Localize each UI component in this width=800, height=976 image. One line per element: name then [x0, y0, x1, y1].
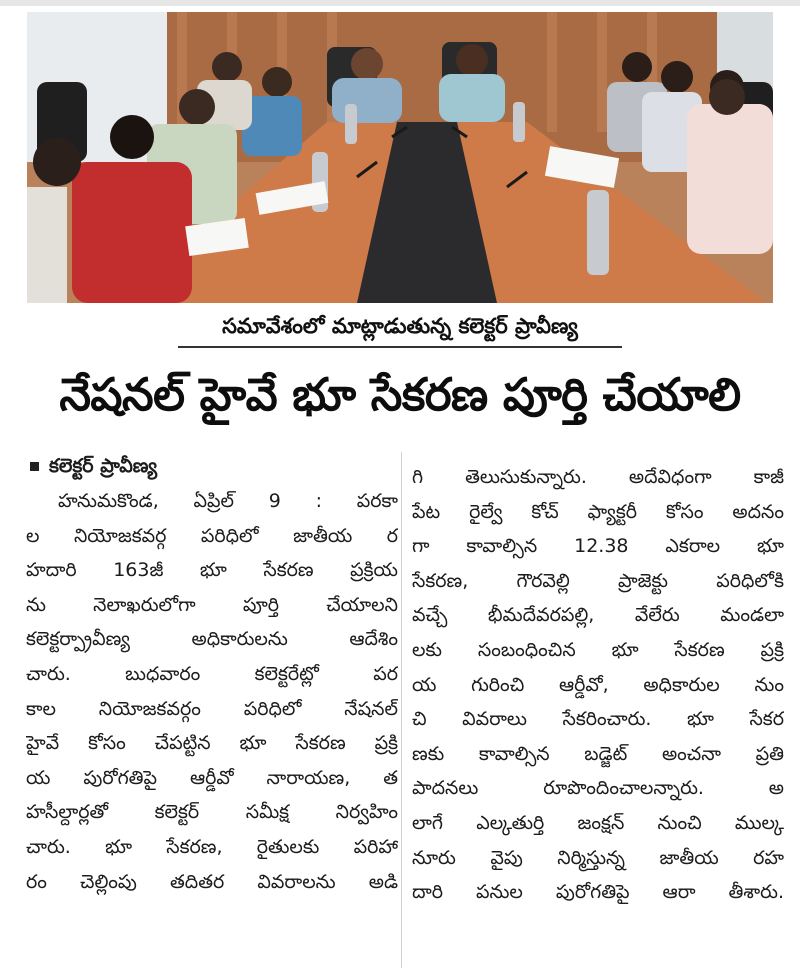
- right-line-7: య గురించి ఆర్డీవో, అధికారుల నుం: [412, 673, 784, 696]
- left-line-9: య పురోగతిపై ఆర్డీవో నారాయణ, త: [26, 766, 398, 789]
- column-divider: [401, 452, 402, 968]
- article-column-left: [26, 448, 398, 899]
- left-line-6: చారు. బుధవారం కలెక్టరేట్లో పర: [26, 662, 398, 685]
- right-line-10: పాదనలు రూపొందించాలన్నారు. అ: [412, 777, 784, 800]
- right-line-3: గా కావాల్సిన 12.38 ఎకరాల భూ: [412, 535, 784, 558]
- article-column-right: [412, 460, 784, 910]
- byline-text: కలెక్టర్ ప్రావీణ్య: [49, 454, 158, 477]
- right-line-9: ణకు కావాల్సిన బడ్జెట్ అంచనా ప్రతి: [412, 742, 784, 765]
- bullet-icon: [30, 462, 39, 471]
- left-line-10: హసీల్దార్లతో కలెక్టర్ సమీక్ష నిర్వహిం: [26, 801, 398, 824]
- right-line-1: గి తెలుసుకున్నారు. అదేవిధంగా కాజీ: [412, 466, 784, 488]
- right-line-13: దారి పనుల పురోగతిపై ఆరా తీశారు.: [412, 881, 784, 904]
- left-line-12: రం చెల్లింపు తదితర వివరాలను అడి: [26, 870, 398, 893]
- right-line-6: లకు సంబంధించిన భూ సేకరణ ప్రక్రి: [412, 638, 784, 661]
- left-line-3: హదారి 163జీ భూ సేకరణ ప్రక్రియ: [26, 559, 398, 582]
- meeting-photo-illustration: [27, 12, 773, 303]
- left-line-5: కలెక్టర్ప్రావీణ్య అధికారులను ఆదేశిం: [26, 628, 398, 651]
- left-line-1: హనుమకొండ, ఏప్రిల్ 9 : పరకా: [58, 490, 398, 512]
- left-line-11: చారు. భూ సేకరణ, రైతులకు పరిహా: [26, 835, 398, 858]
- right-line-2: పేట రైల్వే కోచ్ ఫ్యాక్టరీ కోసం అదనం: [412, 500, 784, 523]
- right-line-12: నూరు వైపు నిర్మిస్తున్న జాతీయ రహ: [412, 846, 784, 869]
- right-line-5: వచ్చే భీమదేవరపల్లి, వేలేరు మండలా: [412, 604, 784, 627]
- photo-caption: సమావేశంలో మాట్లాడుతున్న కలెక్టర్ ప్రావీణ్య: [222, 314, 578, 338]
- left-line-7: కాల నియోజకవర్గం పరిధిలో నేషనల్: [26, 697, 398, 720]
- left-line-4: ను నెలాఖరులోగా పూర్తి చేయాలని: [26, 593, 398, 616]
- byline: [26, 448, 398, 484]
- right-line-4: సేకరణ, గౌరవెల్లి ప్రాజెక్టు పరిధిలోకి: [412, 569, 784, 592]
- caption-underline: [178, 346, 622, 348]
- right-line-8: చి వివరాలు సేకరించారు. భూ సేకర: [412, 708, 784, 731]
- right-line-11: లాగే ఎల్కతుర్తి జంక్షన్ నుంచి ముల్క: [412, 811, 784, 834]
- headline: నేషనల్ హైవే భూ సేకరణ పూర్తి చేయాలి: [59, 368, 741, 421]
- top-rule: [0, 0, 800, 6]
- left-line-2: ల నియోజకవర్గ పరిధిలో జాతీయ ర: [26, 524, 398, 547]
- left-line-8: హైవే కోసం చేపట్టిన భూ సేకరణ ప్రక్రి: [26, 732, 398, 755]
- meeting-photo: [27, 12, 773, 303]
